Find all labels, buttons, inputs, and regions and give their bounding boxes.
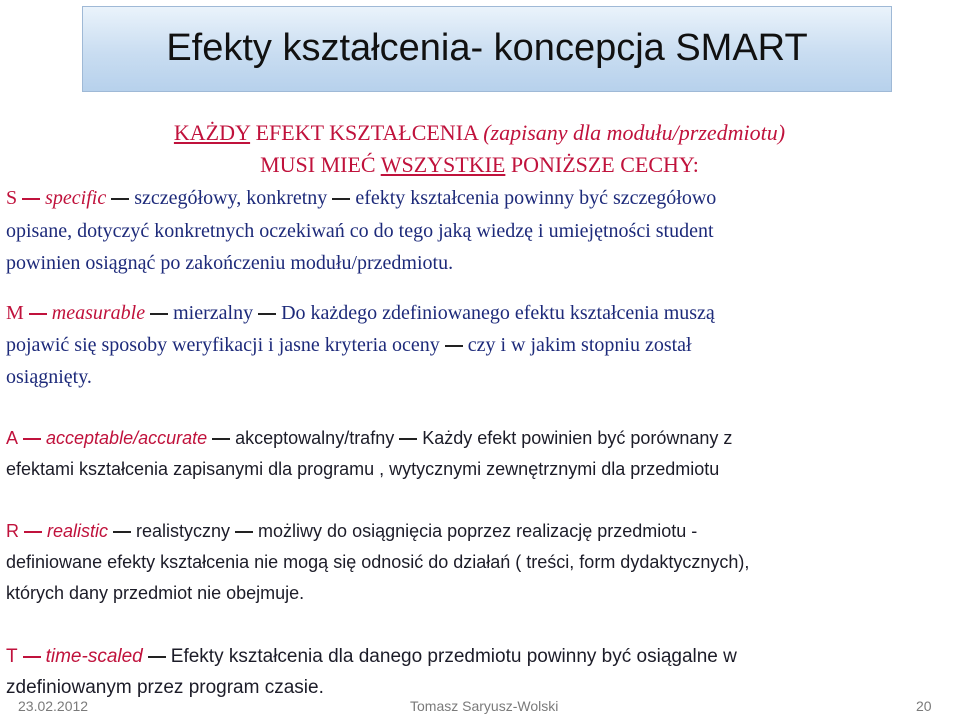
a-line-1 — [6, 428, 732, 449]
heading-line-2 — [0, 152, 959, 178]
t-dash-2 — [148, 656, 166, 658]
a-letter: A — [6, 428, 19, 448]
r-dash — [24, 531, 42, 533]
s-meaning: szczegółowy, konkretny — [134, 187, 328, 209]
r-dash-2 — [113, 531, 131, 533]
s-line-1 — [6, 187, 716, 210]
a-desc-1: Każdy efekt powinien być porównany z — [422, 428, 733, 448]
m-letter: M — [6, 302, 24, 324]
heading-line-1 — [0, 120, 959, 146]
m-desc-1: Do każdego zdefiniowanego efektu kształcenia muszą — [281, 302, 715, 324]
m-desc-2a: pojawić się sposoby weryfikacji i jasne kryteria oceny — [6, 334, 440, 356]
m-dash-4 — [445, 345, 463, 347]
s-letter: S — [6, 187, 18, 209]
r-meaning: realistyczny — [136, 521, 231, 541]
t-line-1 — [6, 646, 737, 668]
s-desc-1: efekty kształcenia powinny być szczegółowo — [355, 187, 717, 209]
m-term: measurable — [51, 302, 146, 324]
r-line-1 — [6, 521, 697, 542]
s-line-3: powinien osiągnąć po zakończeniu modułu/przedmiotu. — [6, 252, 454, 274]
m-line-2 — [6, 334, 692, 357]
heading-keyword-kazdy: KAŻDY — [173, 120, 251, 145]
r-line-3: których dany przedmiot nie obejmuje. — [6, 583, 305, 603]
footer-page-number: 20 — [916, 698, 932, 714]
r-term: realistic — [47, 521, 109, 541]
a-meaning: akceptowalny/trafny — [235, 428, 395, 448]
a-term: acceptable/accurate — [46, 428, 208, 448]
heading-note: (zapisany dla modułu/przedmiotu) — [483, 120, 786, 145]
s-term: specific — [45, 187, 107, 209]
m-desc-2b: czy i w jakim stopniu został — [467, 334, 692, 356]
s-dash-2 — [111, 198, 129, 200]
a-line-2: efektami kształcenia zapisanymi dla programu , wytycznymi zewnętrznymi dla przedmiotu — [6, 459, 720, 479]
heading-efekt: EFEKT KSZTAŁCENIA — [250, 120, 484, 145]
t-letter: T — [6, 646, 18, 667]
footer-date: 23.02.2012 — [18, 698, 89, 714]
title-box — [82, 6, 892, 92]
r-letter: R — [6, 521, 19, 541]
m-line-1 — [6, 302, 715, 325]
a-dash-2 — [212, 438, 230, 440]
heading-musi: MUSI MIEĆ — [260, 152, 381, 177]
r-dash-3 — [235, 531, 253, 533]
footer-author: Tomasz Saryusz-Wolski — [410, 698, 559, 714]
a-dash — [23, 438, 41, 440]
m-line-3: osiągnięty. — [6, 366, 92, 388]
heading-cechy: PONIŻSZE CECHY: — [505, 152, 699, 177]
m-dash — [29, 313, 47, 315]
r-desc-1: możliwy do osiągnięcia poprzez realizację przedmiotu - — [258, 521, 698, 541]
s-dash — [22, 198, 40, 200]
slide-title: Efekty kształcenia- koncepcja SMART — [166, 27, 808, 69]
s-dash-3 — [332, 198, 350, 200]
a-dash-3 — [399, 438, 417, 440]
t-line-2: zdefiniowanym przez program czasie. — [6, 677, 324, 698]
m-dash-3 — [258, 313, 276, 315]
m-dash-2 — [150, 313, 168, 315]
s-line-2: opisane, dotyczyć konkretnych oczekiwań co do tego jaką wiedzę i umiejętności student — [6, 220, 714, 242]
t-desc-1: Efekty kształcenia dla danego przedmiotu powinny być osiągalne w — [170, 646, 737, 667]
m-meaning: mierzalny — [173, 302, 254, 324]
heading-keyword-wszystkie: WSZYSTKIE — [380, 152, 506, 177]
t-dash — [23, 656, 41, 658]
r-line-2: definiowane efekty kształcenia nie mogą się odnosić do działań ( treści, form dydaktycznych), — [6, 552, 750, 572]
t-term: time-scaled — [45, 646, 143, 667]
